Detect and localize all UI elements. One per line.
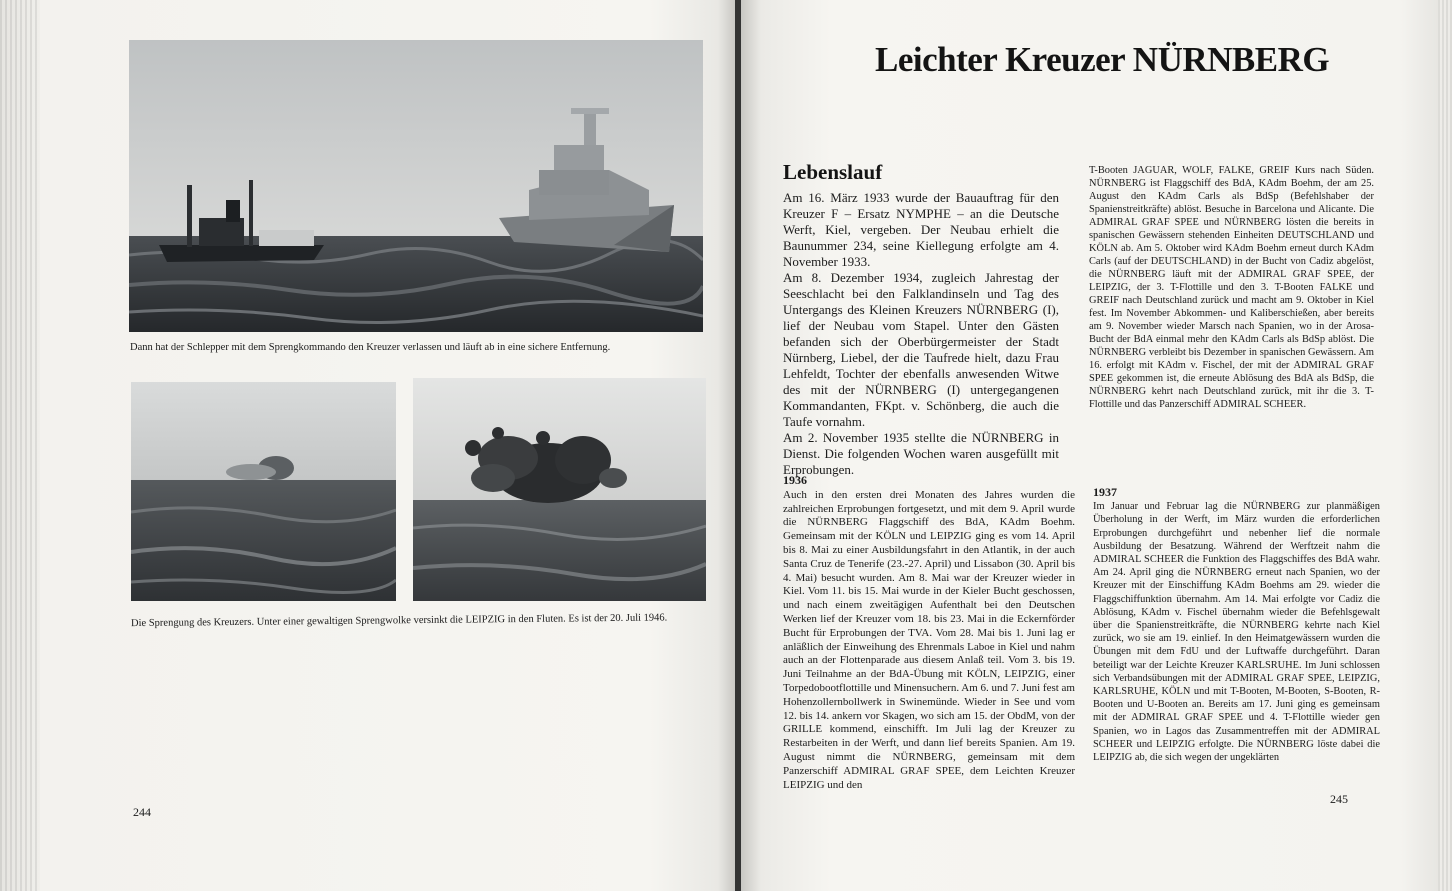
right-page [741, 0, 1452, 891]
page-number-left: 244 [133, 805, 151, 819]
page-number-right: 245 [1330, 792, 1348, 806]
column-1-year-1936 [783, 466, 1075, 792]
intro-paragraph: Am 16. März 1933 wurde der Bauauftrag für den Kreuzer F – Ersatz NYMPHE – an die Deutsche Werft, Kiel, vergeben. Der Neubau erhielt die Baunummer 234, seine Kiellegung erfolgte am 4. November 1933. [783, 190, 1059, 269]
text-column-2-top: T-Booten JAGUAR, WOLF, FALKE, GREIF Kurs nach Süden. NÜRNBERG ist Flaggschiff des BdA, KAdm Boehm, der am 25. August den KAdm Carls als BdSp (Befehlshaber der Spanienstreitkräfte) ablöst. Besuche in Barcelona und Alicante. Die ADMIRAL GRAF SPEE und NÜRNBERG lösten die bereits in spanischen Gewässern stehenden Einheiten DEUTSCHLAND und KÖLN ab. Am 5. Oktober wird KAdm Boehm erneut durch KAdm Carls (auf der DEUTSCHLAND) in der Bucht von Cadiz abgelöst, die NÜRNBERG läuft mit der ADMIRAL GRAF SPEE, der LEIPZIG, der 3. T-Flottille und den 3. T-Booten FALKE und GREIF nach Deutschland zurück und macht am 9. Oktober in Kiel fest. Im November Abkommen- und Kaliberschießen, aber bereits am 9. November wieder Marsch nach Spanien, wo in der Arosa-Bucht der BdA einmal mehr den KAdm Carls als BdSp ablöst. Die NÜRNBERG verbleibt bis Dezember in spanischen Gewässern. Am 16. erfolgt mit KAdm v. Fischel, der mit der ADMIRAL GRAF SPEE gekommen ist, die erneute Ablösung des BdA als BdSp, die NÜRNBERG kehrt nach Deutschland zurück, mit ihr die 3. T-Flottille und das Panzerschiff ADMIRAL SCHEER. [1089, 165, 1374, 410]
photo-bottom-caption: Die Sprengung des Kreuzers. Unter einer gewaltigen Sprengwolke versinkt die LEIPZIG in den Fluten. Es ist der 20. Juli 1946. [130, 612, 668, 630]
text-1937: Im Januar und Februar lag die NÜRNBERG zur planmäßigen Überholung in der Werft, im März wurden die erforderlichen Erprobungen durchgeführt und nebenher lief die normale Ausbildung der Besatzung. Während der Werftzeit nahm die ADMIRAL SCHEER die Funktion des Flaggschiffes des BdA wahr. Am 24. April ging die NÜRNBERG erneut nach Spanien, wo der Kreuzer mit der Einschiffung KAdm Boehms am 29. wieder die Flaggschiffunktion übernahm. Am 14. Mai erfolgte vor Cadiz die Ablösung, KAdm v. Fischel übernahm wieder die Befehlsgewalt über die Spanienstreitkräfte, die NÜRNBERG kehrte nach Kiel zurück, wo sie am 19. einlief. In den Heimatgewässern wurden die Übungen mit dem FdU und der Luftwaffe durchgeführt. Daran beteiligt war der Leichte Kreuzer KARLSRUHE. Im Juni schlossen sich Verbandsübungen mit der ADMIRAL GRAF SPEE, LEIPZIG, KARLSRUHE, KÖLN und mit T-Booten, M-Booten, S-Booten, R-Booten und U-Booten an. Bereits am 17. Juni ging es gemeinsam mit der ADMIRAL GRAF SPEE und 4. T-Flottille wieder gen Spanien, wo in Lagos das Zusammentreffen mit der ADMIRAL SCHEER und LEIPZIG erfolgte. Die NÜRNBERG löste dabei die LEIPZIG ab, die sich wegen der ungeklärten [1093, 501, 1380, 764]
page-edge-left [0, 0, 40, 891]
photo-explosion-close [413, 378, 706, 601]
year-heading-1936: 1936 [783, 473, 807, 487]
page-edge-right [1438, 0, 1452, 891]
intro-paragraph: Am 2. November 1935 stellte die NÜRNBERG in Dienst. Die folgenden Wochen waren ausgefüllt mit Erprobungen. [783, 430, 1059, 477]
photo-explosion-distant-image [131, 382, 396, 601]
photo-explosion-distant [131, 382, 396, 601]
column-2-year-1937 [1093, 478, 1380, 764]
page-title: Leichter Kreuzer NÜRNBERG [875, 40, 1330, 79]
photo-tug-and-cruiser-image [129, 40, 703, 332]
intro-paragraph: Am 8. Dezember 1934, zugleich Jahrestag der Seeschlacht bei den Falklandinseln und Tag des Untergangs des Kleinen Kreuzers NÜRNBERG (I), lief der Neubau vom Stapel. Unter den Gästen befanden sich der Oberbürgermeister der Stadt Nürnberg, Liebel, der die Taufrede hielt, dazu Frau Lehfeldt, Tochter der ebenfalls anwesenden Witwe des mit der NÜRNBERG (I) untergegangenen Kommandanten, FKpt. v. Schönberg, die auch die Taufe vornahm. [783, 270, 1059, 429]
text-1936: Auch in den ersten drei Monaten des Jahres wurden die zahlreichen Erprobungen fortgesetzt, und mit dem 9. April wurde die NÜRNBERG Flaggschiff des BdA, KAdm Boehm. Gemeinsam mit der KÖLN und LEIPZIG ging es vom 14. April bis 8. Mai zu einer Ausbildungsfahrt in den Atlantik, in der auch Santa Cruz de Tenerife (23.-27. April) und Lissabon (30. April bis 4. Mai) besucht wurden. Am 8. Mai war der Kreuzer wieder in Kiel. Vom 11. bis 15. Mai wurde in der Kieler Bucht geschossen, und nach einem zweitägigen Aufenthalt bei den Deutschen Werken lief der Kreuzer vom 18. bis 23. Mai in die Eckernförder Bucht für Erprobungen der TVA. Vom 28. Mai bis 1. Juni lag er anläßlich der Einweihung des Ehrenmals Laboe in Kiel und nahm auch an der Flottenparade aus diesem Anlaß teil. Vom 3. bis 19. Juni Teilnahme an der BdA-Übung mit KÖLN, LEIPZIG, einer Torpedobootflottille und Minensuchern. Am 6. und 7. Juni fest am Hohenzollernbollwerk in Swinemünde. Wieder in See und vom 12. bis 14. ankern vor Skagen, wo sich am 15. der ObdM, von der GRILLE kommend, einschifft. Im Juli lag der Kreuzer zu Restarbeiten in der Werft, und dann lief bereits Spanien. Am 19. August nimmt die NÜRNBERG, gemeinsam mit dem Panzerschiff ADMIRAL GRAF SPEE, dem Leichten Kreuzer LEIPZIG und den [783, 488, 1075, 791]
column-2-top [1089, 164, 1374, 411]
year-heading-1937: 1937 [1093, 485, 1117, 499]
photo-explosion-close-image [413, 378, 706, 601]
section-heading: Lebenslauf [783, 160, 883, 184]
photo-tug-and-cruiser [129, 40, 703, 332]
column-1-intro [783, 190, 1059, 478]
photo-top-caption: Dann hat der Schlepper mit dem Sprengkommando den Kreuzer verlassen und läuft ab in eine sichere Entfernung. [130, 342, 611, 353]
